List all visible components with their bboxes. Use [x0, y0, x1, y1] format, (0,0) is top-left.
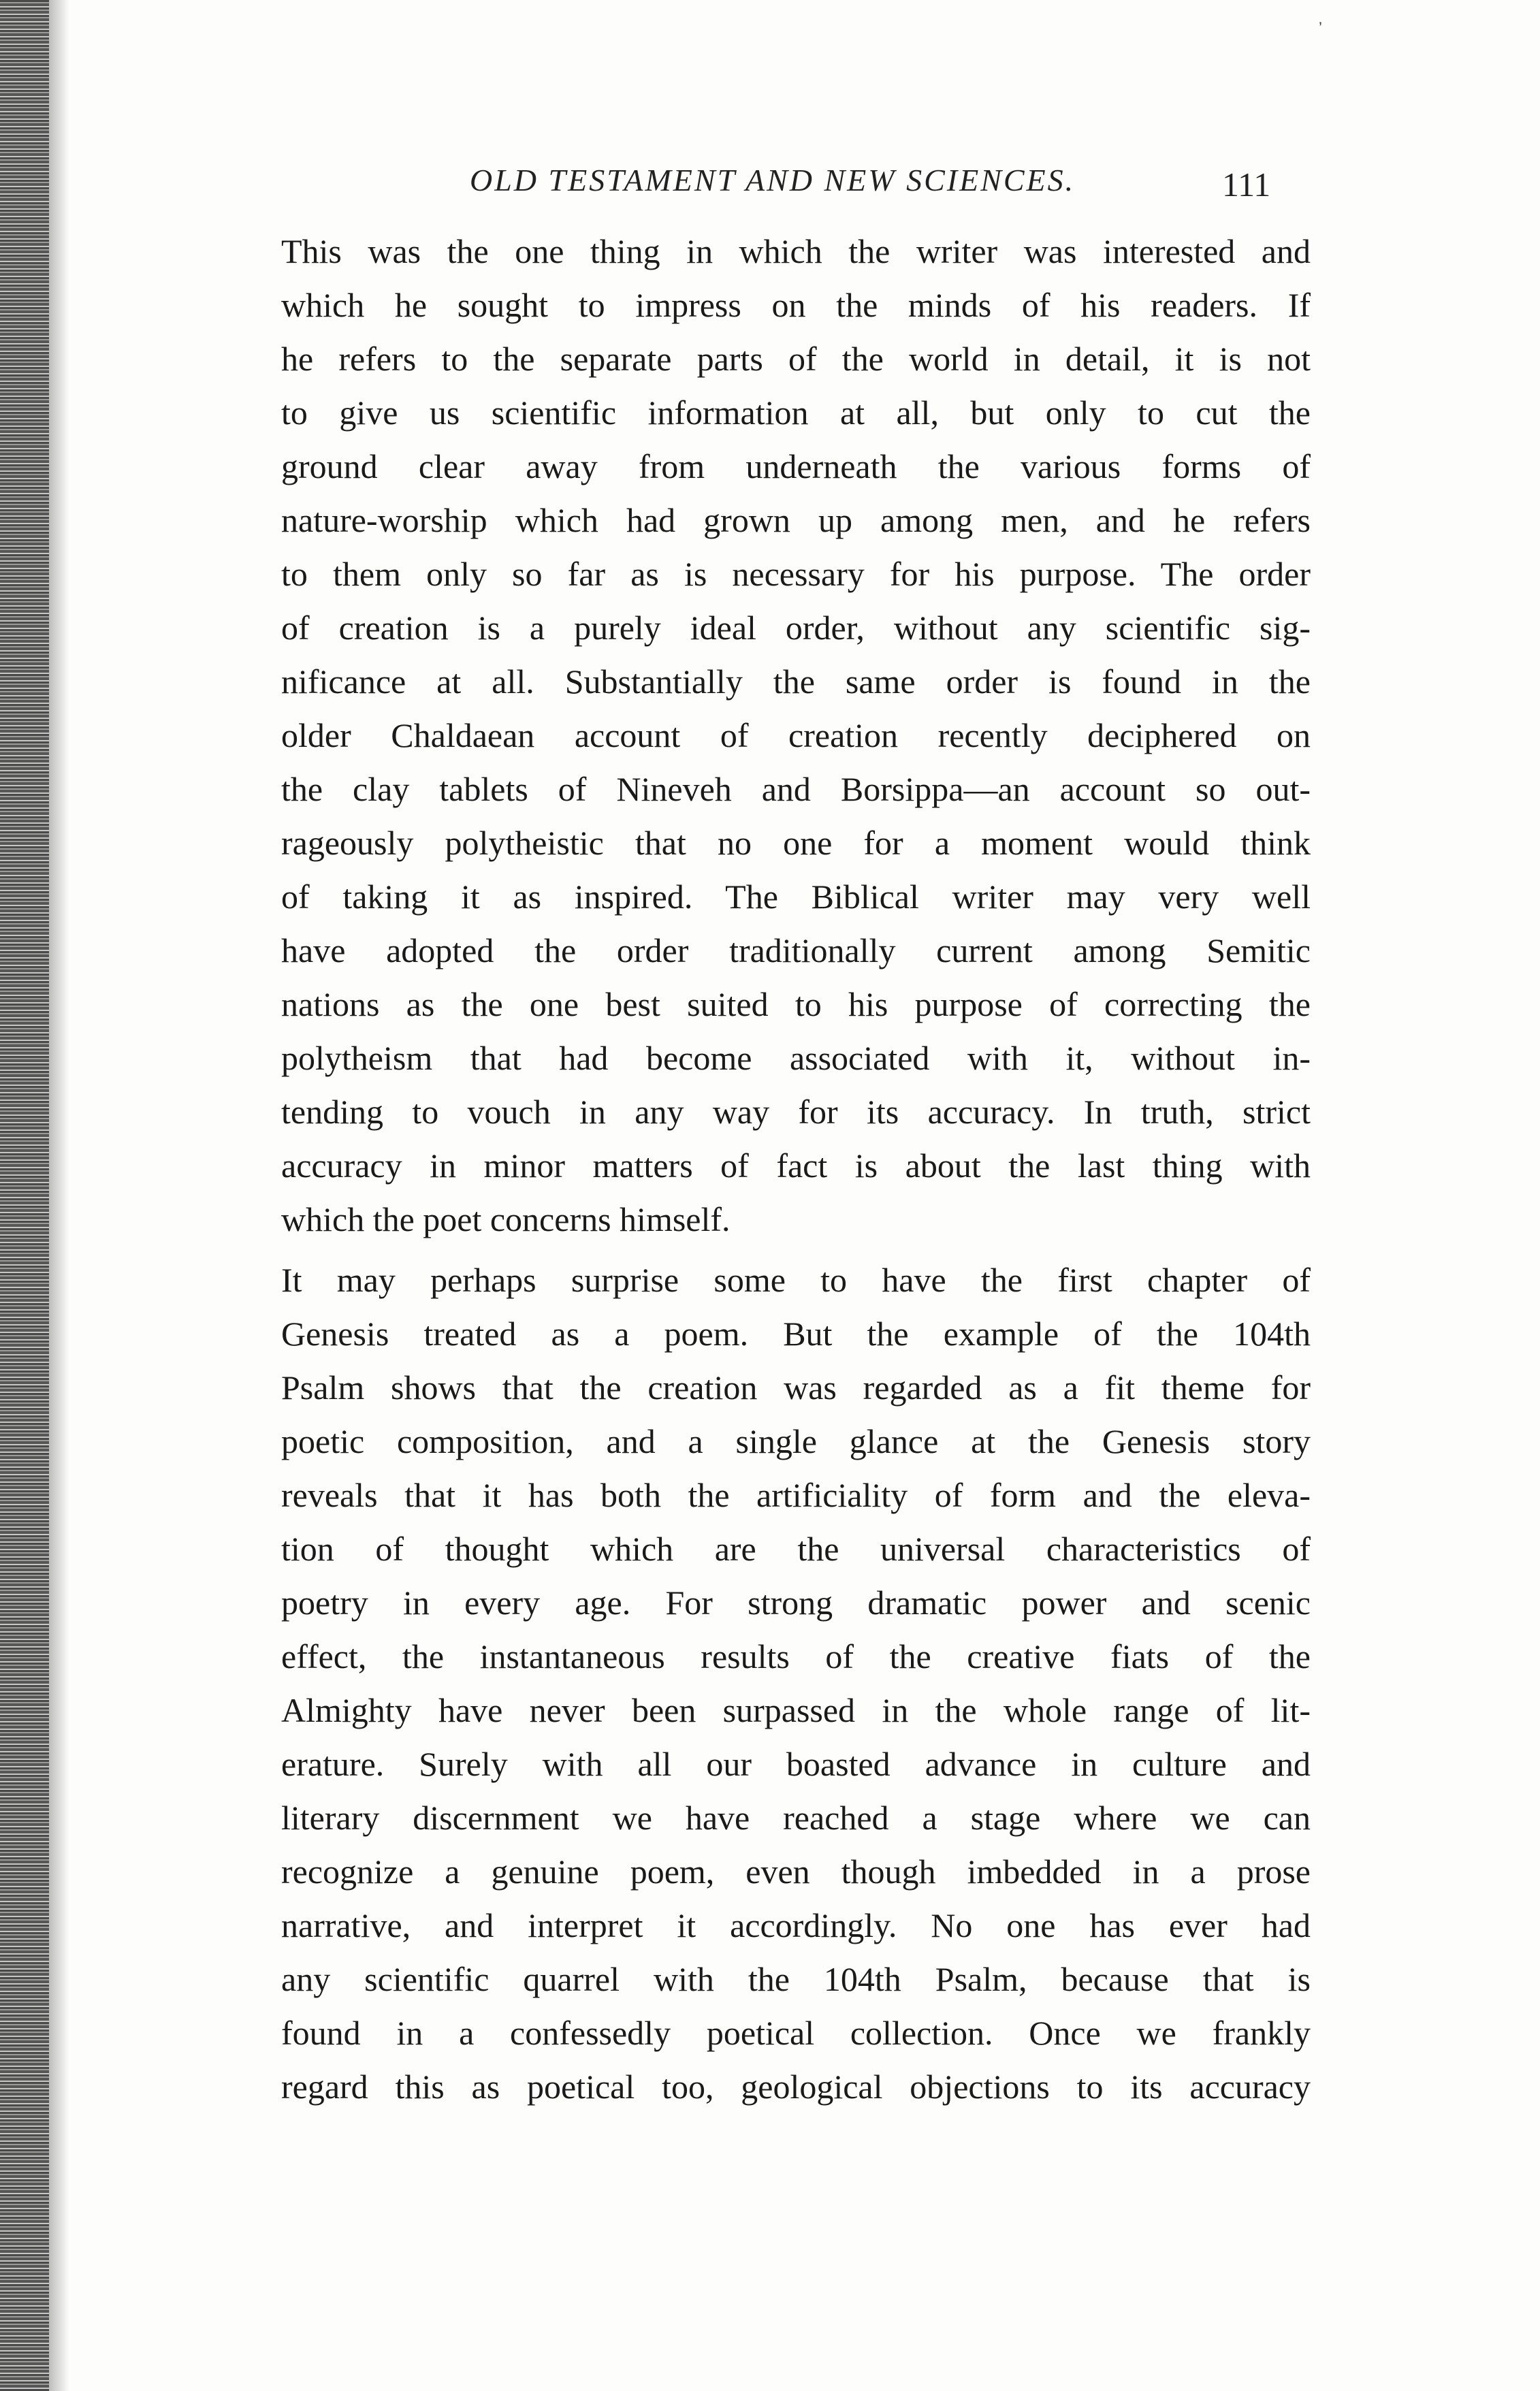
text-line: erature. Surely with all our boasted advance in culture and: [281, 1745, 1311, 1783]
text-line: nations as the one best suited to his purpose of correcting the: [281, 985, 1311, 1023]
text-line: which the poet concerns himself.: [281, 1200, 731, 1238]
text-line: which he sought to impress on the minds of his readers. If: [281, 286, 1311, 324]
text-line: of taking it as inspired. The Biblical writer may very well: [281, 878, 1311, 916]
text-line: Psalm shows that the creation was regarded as a fit theme for: [281, 1368, 1311, 1407]
binding-shadow: [49, 0, 69, 2391]
paragraph-1: [281, 225, 1311, 1247]
text-line: Genesis treated as a poem. But the example of the 104th: [281, 1315, 1311, 1353]
text-line: This was the one thing in which the writer was interested and: [281, 232, 1311, 270]
binding-edge: [0, 0, 49, 2391]
text-line: have adopted the order traditionally current among Semitic: [281, 931, 1311, 969]
paragraph-2: [281, 1253, 1311, 2114]
text-line: tending to vouch in any way for its accuracy. In truth, strict: [281, 1093, 1311, 1131]
text-line: nificance at all. Substantially the same order is found in the: [281, 662, 1311, 701]
text-line: regard this as poetical too, geological objections to its accuracy: [281, 2068, 1311, 2106]
text-line: It may perhaps surprise some to have the first chapter of: [281, 1261, 1311, 1299]
text-line: poetic composition, and a single glance at the Genesis story: [281, 1422, 1311, 1460]
text-line: of creation is a purely ideal order, without any scientific sig-: [281, 609, 1311, 647]
body-text: [281, 225, 1311, 2114]
text-line: literary discernment we have reached a stage where we can: [281, 1799, 1311, 1837]
text-line: ground clear away from underneath the various forms of: [281, 447, 1311, 485]
text-line: accuracy in minor matters of fact is about the last thing with: [281, 1146, 1311, 1185]
text-line: he refers to the separate parts of the world in detail, it is not: [281, 340, 1311, 378]
text-line: to them only so far as is necessary for his purpose. The order: [281, 555, 1311, 593]
text-line: older Chaldaean account of creation recently deciphered on: [281, 716, 1311, 754]
text-line: rageously polytheistic that no one for a moment would think: [281, 824, 1311, 862]
text-line: found in a confessedly poetical collection. Once we frankly: [281, 2014, 1311, 2052]
corner-mark: ’: [1319, 19, 1322, 36]
text-line: effect, the instantaneous results of the creative fiats of the: [281, 1637, 1311, 1675]
running-head: OLD TESTAMENT AND NEW SCIENCES.: [470, 163, 1076, 197]
text-line: the clay tablets of Nineveh and Borsippa—an account so out-: [281, 770, 1311, 808]
text-line: Almighty have never been surpassed in the whole range of lit-: [281, 1691, 1311, 1729]
text-line: tion of thought which are the universal characteristics of: [281, 1530, 1311, 1568]
text-line: any scientific quarrel with the 104th Psalm, because that is: [281, 1960, 1311, 1998]
text-line: to give us scientific information at all, but only to cut the: [281, 394, 1311, 432]
text-line: narrative, and interpret it accordingly. No one has ever had: [281, 1906, 1311, 1944]
text-line: poetry in every age. For strong dramatic power and scenic: [281, 1584, 1311, 1622]
page-number: 111: [1222, 165, 1271, 204]
text-line: nature-worship which had grown up among men, and he refers: [281, 501, 1311, 539]
text-line: reveals that it has both the artificiality of form and the eleva-: [281, 1476, 1311, 1514]
text-line: recognize a genuine poem, even though imbedded in a prose: [281, 1852, 1311, 1891]
text-line: polytheism that had become associated with it, without in-: [281, 1039, 1311, 1077]
